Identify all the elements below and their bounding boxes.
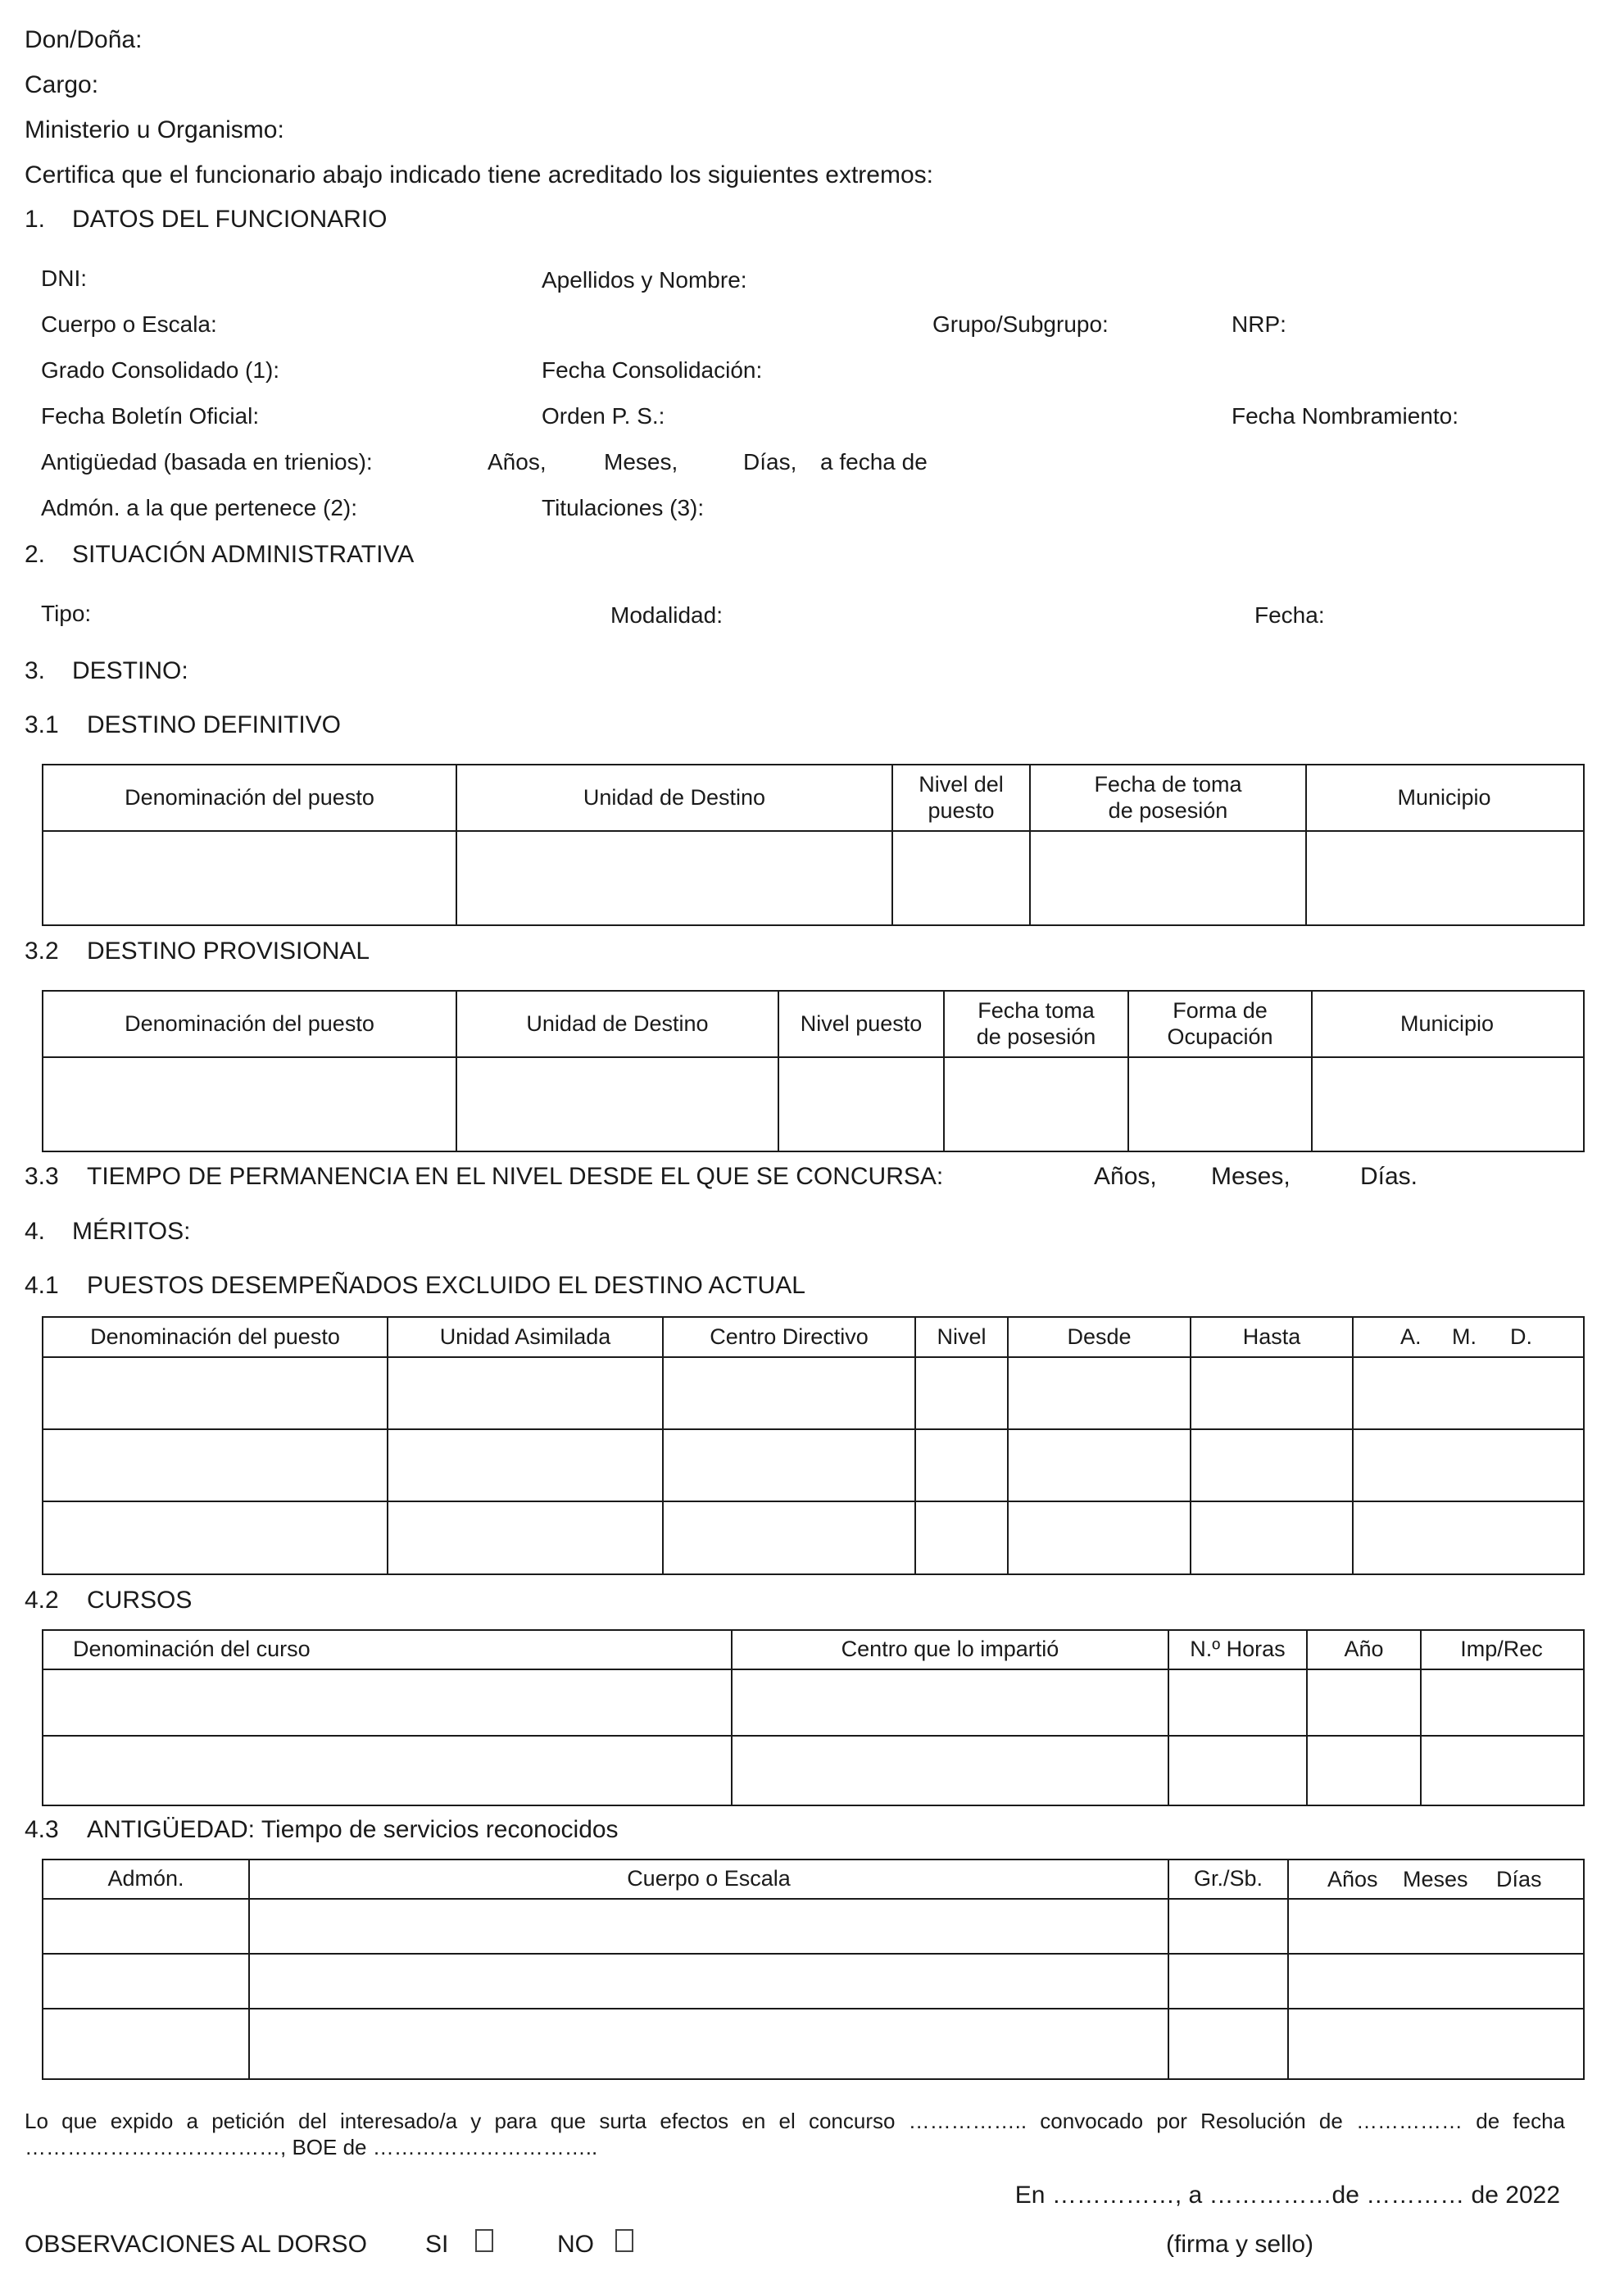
section-4-title: MÉRITOS: bbox=[72, 1218, 191, 1245]
no-label: NO bbox=[557, 2231, 594, 2258]
column-header: N.º Horas bbox=[1190, 1637, 1286, 1662]
table-divider bbox=[42, 1953, 1583, 1955]
column-header: Forma de Ocupación bbox=[1167, 998, 1273, 1049]
grupo-label: Grupo/Subgrupo: bbox=[932, 311, 1109, 337]
no-checkbox[interactable] bbox=[615, 2229, 633, 2252]
place-date-line: En ……………, a ……………de ………… de 2022 bbox=[1014, 2182, 1560, 2209]
cargo-label: Cargo: bbox=[25, 71, 99, 98]
antiguedad-anos: Años, bbox=[488, 449, 547, 475]
titulaciones-label: Titulaciones (3): bbox=[542, 495, 705, 520]
section-4-3-number: 4.3 bbox=[25, 1816, 59, 1843]
section-3-3-number: 3.3 bbox=[25, 1163, 59, 1190]
column-header: Nivel puesto bbox=[800, 1010, 923, 1036]
column-header: Unidad Asimilada bbox=[439, 1324, 611, 1349]
fecha-situacion-label: Fecha: bbox=[1254, 602, 1325, 628]
permanencia-meses: Meses, bbox=[1211, 1163, 1291, 1190]
section-3-1-number: 3.1 bbox=[25, 711, 59, 738]
column-header: Denominación del puesto bbox=[125, 1010, 374, 1036]
don-dona-label: Don/Doña: bbox=[25, 26, 143, 53]
column-header: Denominación del curso bbox=[73, 1637, 311, 1662]
column-header: Desde bbox=[1067, 1324, 1132, 1349]
section-3-number: 3. bbox=[25, 657, 46, 684]
permanencia-dias: Días. bbox=[1360, 1163, 1418, 1190]
fecha-boletin-label: Fecha Boletín Oficial: bbox=[41, 403, 260, 429]
section-1-number: 1. bbox=[25, 206, 46, 233]
section-4-2-number: 4.2 bbox=[25, 1587, 59, 1614]
column-header: Unidad de Destino bbox=[583, 784, 766, 810]
column-header-anos: Años bbox=[1327, 1867, 1378, 1891]
column-header-anos: A. bbox=[1400, 1324, 1422, 1349]
column-header: Denominación del puesto bbox=[90, 1324, 340, 1349]
column-header: Fecha de toma de posesión bbox=[1094, 772, 1242, 823]
si-label: SI bbox=[425, 2231, 449, 2258]
orden-label: Orden P. S.: bbox=[542, 403, 665, 429]
column-header-dias: Días bbox=[1496, 1867, 1542, 1891]
si-checkbox[interactable] bbox=[475, 2229, 493, 2252]
column-header: Nivel del puesto bbox=[919, 772, 1004, 823]
column-header: Nivel bbox=[937, 1324, 987, 1349]
column-header: Municipio bbox=[1397, 784, 1491, 810]
column-header-meses: M. bbox=[1452, 1324, 1477, 1349]
section-4-number: 4. bbox=[25, 1218, 46, 1245]
section-2-number: 2. bbox=[25, 541, 46, 568]
table-divider bbox=[1287, 1859, 1289, 2078]
nrp-label: NRP: bbox=[1232, 311, 1286, 337]
section-4-3-title: ANTIGÜEDAD: Tiempo de servicios reconocidos bbox=[87, 1816, 619, 1843]
column-header: Gr./Sb. bbox=[1193, 1866, 1263, 1891]
apellidos-label: Apellidos y Nombre: bbox=[542, 267, 747, 293]
section-3-2-number: 3.2 bbox=[25, 938, 59, 965]
antiguedad-a-fecha: a fecha de bbox=[820, 449, 928, 475]
section-3-title: DESTINO: bbox=[72, 657, 188, 684]
section-3-3-title: TIEMPO DE PERMANENCIA EN EL NIVEL DESDE EL QUE SE CONCURSA: bbox=[87, 1163, 944, 1190]
antiguedad-label: Antigüedad (basada en trienios): bbox=[41, 449, 373, 475]
table-divider bbox=[42, 830, 1583, 832]
certifica-text: Certifica que el funcionario abajo indicado tiene acreditado los siguientes extremos: bbox=[25, 161, 933, 188]
section-4-1-title: PUESTOS DESEMPEÑADOS EXCLUIDO EL DESTINO ACTUAL bbox=[87, 1272, 805, 1299]
table-divider bbox=[1352, 1316, 1354, 1573]
section-1-title: DATOS DEL FUNCIONARIO bbox=[72, 206, 388, 233]
fecha-consolidacion-label: Fecha Consolidación: bbox=[542, 357, 763, 383]
column-header: Cuerpo o Escala bbox=[627, 1866, 791, 1891]
column-header: Admón. bbox=[107, 1866, 184, 1891]
table-divider bbox=[42, 2008, 1583, 2009]
antiguedad-dias: Días, bbox=[743, 449, 797, 475]
column-header: Centro Directivo bbox=[710, 1324, 869, 1349]
column-header: Imp/Rec bbox=[1460, 1637, 1543, 1662]
grado-label: Grado Consolidado (1): bbox=[41, 357, 280, 383]
column-header: Denominación del puesto bbox=[125, 784, 374, 810]
fecha-nombramiento-label: Fecha Nombramiento: bbox=[1232, 403, 1459, 429]
certification-paragraph: Lo que expido a petición del interesado/a y para que surta efectos en el concurso …………….. convocado por Resolución de …………… de fecha ………………………………, BOE de ………………………….. bbox=[25, 2109, 1565, 2159]
dni-label: DNI: bbox=[41, 266, 87, 291]
modalidad-label: Modalidad: bbox=[610, 602, 723, 628]
ministerio-label: Ministerio u Organismo: bbox=[25, 116, 284, 143]
section-4-2-title: CURSOS bbox=[87, 1587, 193, 1614]
section-3-1-title: DESTINO DEFINITIVO bbox=[87, 711, 342, 738]
table-divider bbox=[42, 1056, 1583, 1058]
admon-label: Admón. a la que pertenece (2): bbox=[41, 495, 358, 520]
tipo-label: Tipo: bbox=[41, 601, 92, 626]
table-divider bbox=[42, 1898, 1583, 1900]
antiguedad-meses: Meses, bbox=[604, 449, 678, 475]
observaciones-label: OBSERVACIONES AL DORSO bbox=[25, 2231, 367, 2258]
column-header: Municipio bbox=[1399, 1010, 1495, 1036]
section-4-1-number: 4.1 bbox=[25, 1272, 59, 1299]
column-header: Unidad de Destino bbox=[526, 1010, 709, 1036]
section-2-title: SITUACIÓN ADMINISTRATIVA bbox=[72, 541, 415, 568]
permanencia-anos: Años, bbox=[1094, 1163, 1157, 1190]
column-header: Centro que lo impartió bbox=[841, 1637, 1059, 1662]
firma-sello-label: (firma y sello) bbox=[1166, 2231, 1314, 2258]
column-header-dias: D. bbox=[1510, 1324, 1532, 1349]
column-header: Hasta bbox=[1242, 1324, 1301, 1349]
table-divider bbox=[42, 1669, 1583, 1670]
table-divider bbox=[42, 1735, 1583, 1737]
column-header: Año bbox=[1344, 1637, 1384, 1662]
section-3-2-title: DESTINO PROVISIONAL bbox=[87, 938, 370, 965]
cuerpo-label: Cuerpo o Escala: bbox=[41, 311, 217, 337]
column-header: Fecha toma de posesión bbox=[976, 998, 1096, 1049]
column-header-meses: Meses bbox=[1403, 1867, 1468, 1891]
